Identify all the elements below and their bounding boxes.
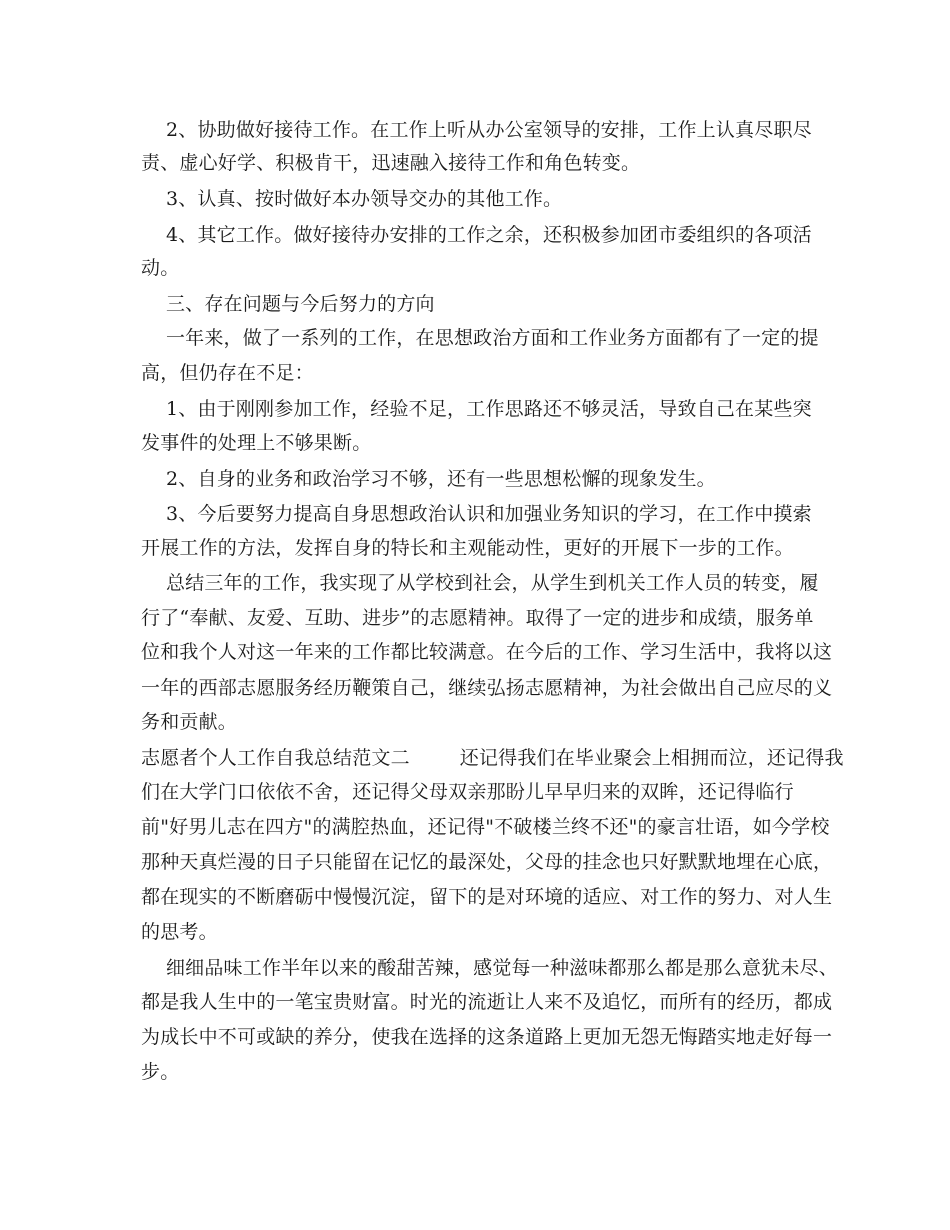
text-line: 都是我人生中的一笔宝贵财富。时光的流逝让人来不及追忆，而所有的经历，都成 [141, 991, 833, 1013]
text-line: 2、协助做好接待工作。在工作上听从办公室领导的安排，工作上认真尽职尽 [141, 119, 812, 141]
text-line: 2、自身的业务和政治学习不够，还有一些思想松懈的现象发生。 [141, 468, 716, 490]
text-line: 总结三年的工作，我实现了从学校到社会，从学生到机关工作人员的转变，履 [141, 572, 819, 594]
text-line: 务和贡献。 [141, 711, 238, 733]
text-line: 位和我个人对这一年来的工作都比较满意。在今后的工作、学习生活中，我将以这 [141, 641, 833, 663]
text-line: 开展工作的方法，发挥自身的特长和主观能动性，更好的开展下一步的工作。 [141, 537, 794, 559]
text-line: 细细品味工作半年以来的酸甜苦辣，感觉每一种滋味都那么都是那么意犹未尽、 [141, 957, 838, 979]
text-line: 一年的西部志愿服务经历鞭策自己，继续弘扬志愿精神，为社会做出自己应尽的义 [141, 677, 833, 699]
text-line: 动。 [141, 257, 180, 279]
text-line: 为成长中不可或缺的养分，使我在选择的这条道路上更加无怨无悔踏实地走好每一 [141, 1026, 833, 1048]
text-line: 一年来，做了一系列的工作，在思想政治方面和工作业务方面都有了一定的提 [141, 327, 819, 349]
section-heading: 三、存在问题与今后努力的方向 [141, 293, 435, 315]
text-line: 3、认真、按时做好本办领导交办的其他工作。 [141, 188, 563, 210]
text-line: 前"好男儿志在四方"的满腔热血，还记得"不破楼兰终不还"的豪言壮语，如今学校 [141, 816, 830, 838]
text-line: 4、其它工作。做好接待办安排的工作之余，还积极参加团市委组织的各项活 [141, 224, 812, 246]
text-line: 发事件的处理上不够果断。 [141, 432, 372, 454]
text-line: 1、由于刚刚参加工作，经验不足，工作思路还不够灵活，导致自己在某些突 [141, 398, 812, 420]
text-line: 都在现实的不断磨砺中慢慢沉淀，留下的是对环境的适应、对工作的努力、对人生 [141, 886, 833, 908]
section-title-line: 志愿者个人工作自我总结范文二 还记得我们在毕业聚会上相拥而泣，还记得我 [141, 747, 844, 769]
text-line: 们在大学门口依依不舍，还记得父母双亲那盼儿早早归来的双眸，还记得临行 [141, 781, 794, 803]
text-line: 责、虚心好学、积极肯干，迅速融入接待工作和角色转变。 [141, 152, 641, 174]
text-line: 的思考。 [141, 921, 218, 943]
text-line: 高，但仍存在不足： [141, 362, 314, 384]
text-line: 那种天真烂漫的日子只能留在记忆的最深处，父母的挂念也只好默默地埋在心底， [141, 851, 833, 873]
text-line: 步。 [141, 1061, 180, 1083]
text-line: 行了“奉献、友爱、互助、进步”的志愿精神。取得了一定的进步和成绩，服务单 [141, 607, 814, 629]
text-line: 3、今后要努力提高自身思想政治认识和加强业务知识的学习，在工作中摸索 [141, 503, 812, 525]
